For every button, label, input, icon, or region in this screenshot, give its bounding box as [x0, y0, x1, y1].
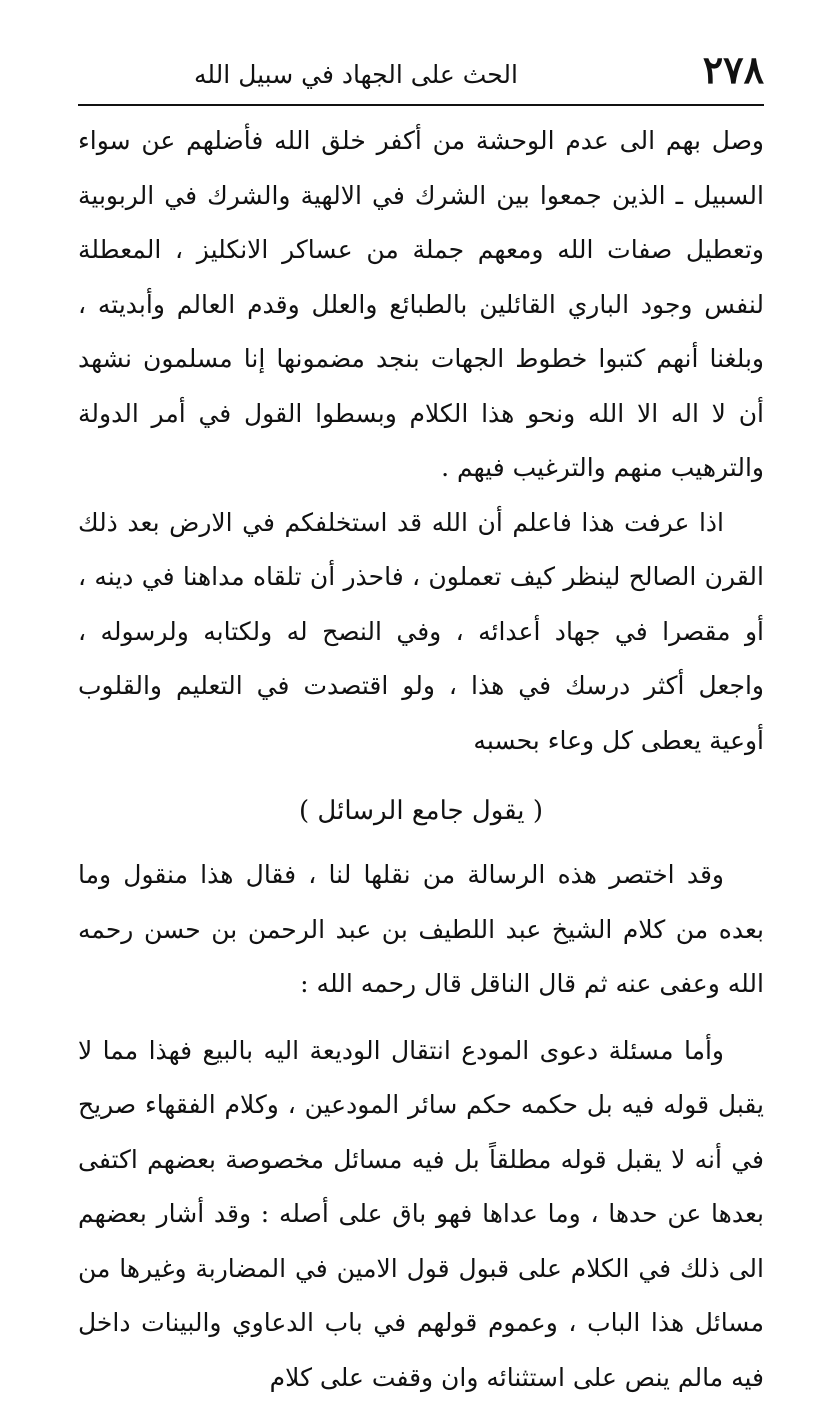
paragraph-2: اذا عرفت هذا فاعلم أن الله قد استخلفكم في الارض بعد ذلك القرن الصالح لينظر كيف تعملون ، فاحذر أن تلقاه مداهنا في دينه ، أو مقصرا في جهاد أعدائه ، وفي النصح له ولكتابه ولرسوله ، واجعل أكثر درسك في هذا ، ولو اقتصدت في التعليم والقلوب أوعية يعطى كل وعاء بحسبه	[78, 496, 764, 769]
paragraph-3: وقد اختصر هذه الرسالة من نقلها لنا ، فقال هذا منقول وما بعده من كلام الشيخ عبد اللطيف بن عبد الرحمن بن حسن رحمه الله وعفى عنه ثم قال الناقل قال رحمه الله :	[78, 848, 764, 1012]
paragraph-gap	[78, 1012, 764, 1024]
page-header	[78, 44, 764, 106]
paragraph-4: وأما مسئلة دعوى المودع انتقال الوديعة اليه بالبيع فهذا مما لا يقبل قوله فيه بل حكمه حكم سائر المودعين ، وكلام الفقهاء صريح في أنه لا يقبل قوله مطلقاً بل فيه مسائل مخصوصة بعضهم اكتفى بعدها عن حدها ، وما عداها فهو باق على أصله : وقد أشار بعضهم الى ذلك في الكلام على قبول قول الامين في المضاربة وغيرها من مسائل هذا الباب ، وعموم قولهم في باب الدعاوي والبينات داخل فيه مالم ينص على استثنائه وان وقفت على كلام	[78, 1024, 764, 1405]
page-body	[78, 114, 764, 1405]
header-rule	[78, 104, 764, 106]
page-number: ٢٧٨	[703, 46, 764, 94]
section-heading: ( يقول جامع الرسائل )	[78, 786, 764, 836]
paragraph-1: وصل بهم الى عدم الوحشة من أكفر خلق الله فأضلهم عن سواء السبيل ـ الذين جمعوا بين الشرك في الالهية والشرك في الربوبية وتعطيل صفات الله ومعهم جملة من عساكر الانكليز ، المعطلة لنفس وجود الباري القائلين بالطبائع والعلل وقدم العالم وأبديته ، وبلغنا أنهم كتبوا خطوط الجهات بنجد مضمونها إنا مسلمون نشهد أن لا اله الا الله ونحو هذا الكلام وبسطوا القول في أمر الدولة والترهيب منهم والترغيب فيهم .	[78, 114, 764, 496]
running-title: الحث على الجهاد في سبيل الله	[78, 58, 634, 92]
